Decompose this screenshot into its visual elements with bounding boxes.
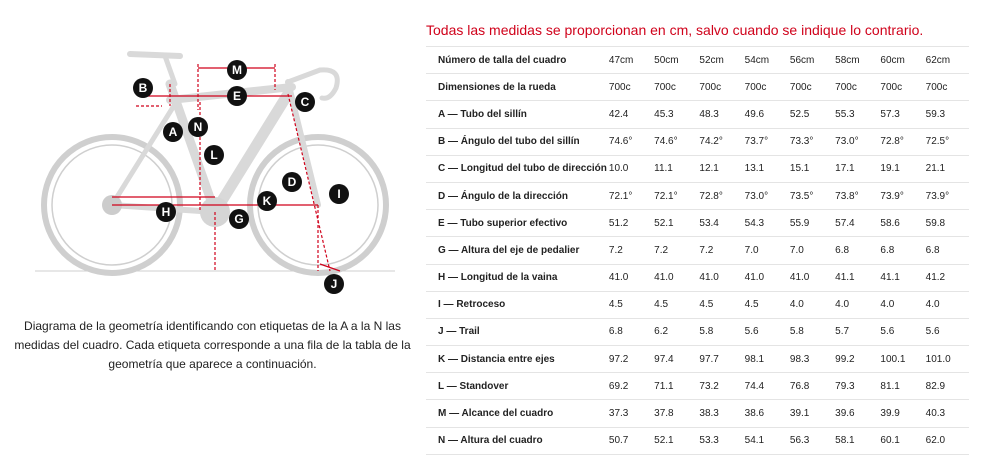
- table-row: [426, 101, 969, 128]
- table-cell: 59.3: [924, 101, 969, 128]
- size-header: 47cm: [607, 47, 652, 74]
- table-cell: 74.4: [743, 373, 788, 400]
- table-cell: 39.1: [788, 400, 833, 427]
- geometry-diagram-panel: [0, 0, 420, 474]
- table-cell: 700c: [652, 74, 697, 101]
- table-cell: 58.6: [878, 210, 923, 237]
- table-cell: 38.6: [743, 400, 788, 427]
- table-row: [426, 237, 969, 264]
- table-cell: 97.7: [697, 346, 742, 373]
- label-c-marker: [295, 92, 315, 112]
- table-row: [426, 291, 969, 318]
- table-cell: 97.2: [607, 346, 652, 373]
- size-header: 52cm: [697, 47, 742, 74]
- table-cell: 72.1°: [607, 182, 652, 209]
- bike-geometry-diagram: [30, 42, 410, 302]
- table-cell: 42.4: [607, 101, 652, 128]
- row-label: A — Tubo del sillín: [426, 101, 607, 128]
- table-cell: 13.1: [743, 155, 788, 182]
- svg-text:D: D: [287, 175, 297, 189]
- label-b-marker: [133, 78, 153, 98]
- size-header: 62cm: [924, 47, 969, 74]
- table-cell: 98.3: [788, 346, 833, 373]
- table-cell: 51.2: [607, 210, 652, 237]
- table-cell: 99.2: [833, 346, 878, 373]
- table-cell: 101.0: [924, 346, 969, 373]
- table-cell: 53.3: [697, 427, 742, 454]
- table-header-row: [426, 47, 969, 74]
- row-label: L — Standover: [426, 373, 607, 400]
- table-cell: 79.3: [833, 373, 878, 400]
- table-cell: 6.8: [924, 237, 969, 264]
- diagram-caption: Diagrama de la geometría identificando con etiquetas de la A a la N las medidas del cuadro. Cada etiqueta corresponde a una fila de la tabla de la geometría que aparece a continuación.: [14, 319, 411, 371]
- label-i-marker: [329, 184, 349, 204]
- table-cell: 41.0: [607, 264, 652, 291]
- label-g-marker: [229, 209, 249, 229]
- geometry-table-panel: [426, 0, 986, 474]
- table-cell: 700c: [924, 74, 969, 101]
- table-cell: 41.0: [743, 264, 788, 291]
- table-cell: 41.0: [697, 264, 742, 291]
- row-label: E — Tubo superior efectivo: [426, 210, 607, 237]
- table-cell: 73.5°: [788, 182, 833, 209]
- table-cell: 40.3: [924, 400, 969, 427]
- table-cell: 41.1: [878, 264, 923, 291]
- table-row: [426, 264, 969, 291]
- table-body: [426, 74, 969, 455]
- table-cell: 73.2: [697, 373, 742, 400]
- label-e-marker: [227, 86, 247, 106]
- table-cell: 73.3°: [788, 128, 833, 155]
- table-cell: 71.1: [652, 373, 697, 400]
- table-cell: 97.4: [652, 346, 697, 373]
- table-cell: 73.0°: [743, 182, 788, 209]
- table-cell: 5.7: [833, 318, 878, 345]
- row-label: G — Altura del eje de pedalier: [426, 237, 607, 264]
- table-cell: 5.6: [924, 318, 969, 345]
- row-label: H — Longitud de la vaina: [426, 264, 607, 291]
- table-cell: 72.8°: [878, 128, 923, 155]
- table-cell: 100.1: [878, 346, 923, 373]
- table-cell: 72.5°: [924, 128, 969, 155]
- table-cell: 17.1: [833, 155, 878, 182]
- table-cell: 48.3: [697, 101, 742, 128]
- table-cell: 4.0: [878, 291, 923, 318]
- svg-text:H: H: [161, 205, 171, 219]
- table-cell: 700c: [878, 74, 923, 101]
- table-cell: 62.0: [924, 427, 969, 454]
- label-l-marker: [204, 145, 224, 165]
- table-row: [426, 427, 969, 454]
- table-cell: 98.1: [743, 346, 788, 373]
- table-cell: 700c: [697, 74, 742, 101]
- table-cell: 60.1: [878, 427, 923, 454]
- table-cell: 5.6: [743, 318, 788, 345]
- table-cell: 73.9°: [924, 182, 969, 209]
- table-cell: 700c: [607, 74, 652, 101]
- label-m-marker: [227, 60, 247, 80]
- table-cell: 7.0: [743, 237, 788, 264]
- table-row: [426, 346, 969, 373]
- size-header: 60cm: [878, 47, 923, 74]
- table-row: [426, 128, 969, 155]
- table-cell: 5.6: [878, 318, 923, 345]
- table-cell: 73.9°: [878, 182, 923, 209]
- table-cell: 59.8: [924, 210, 969, 237]
- table-cell: 4.5: [743, 291, 788, 318]
- table-cell: 7.2: [697, 237, 742, 264]
- table-cell: 6.2: [652, 318, 697, 345]
- svg-text:I: I: [337, 187, 341, 201]
- svg-text:M: M: [232, 63, 242, 77]
- table-cell: 73.7°: [743, 128, 788, 155]
- table-cell: 56.3: [788, 427, 833, 454]
- label-a-marker: [163, 122, 183, 142]
- page-title: Todas las medidas se proporcionan en cm, salvo cuando se indique lo contrario.: [426, 22, 924, 38]
- svg-text:N: N: [193, 120, 203, 134]
- table-cell: 15.1: [788, 155, 833, 182]
- table-cell: 50.7: [607, 427, 652, 454]
- table-cell: 4.5: [607, 291, 652, 318]
- table-cell: 54.3: [743, 210, 788, 237]
- row-label: D — Ángulo de la dirección: [426, 182, 607, 209]
- table-cell: 4.0: [788, 291, 833, 318]
- table-cell: 19.1: [878, 155, 923, 182]
- svg-text:B: B: [138, 81, 148, 95]
- table-cell: 10.0: [607, 155, 652, 182]
- table-cell: 7.2: [652, 237, 697, 264]
- table-cell: 7.0: [788, 237, 833, 264]
- table-cell: 57.3: [878, 101, 923, 128]
- table-cell: 57.4: [833, 210, 878, 237]
- row-label: K — Distancia entre ejes: [426, 346, 607, 373]
- size-header: 58cm: [833, 47, 878, 74]
- table-cell: 37.3: [607, 400, 652, 427]
- table-cell: 74.2°: [697, 128, 742, 155]
- table-cell: 82.9: [924, 373, 969, 400]
- header-label: Número de talla del cuadro: [426, 47, 607, 74]
- svg-text:G: G: [234, 212, 244, 226]
- table-cell: 76.8: [788, 373, 833, 400]
- svg-text:K: K: [262, 194, 272, 208]
- row-label: I — Retroceso: [426, 291, 607, 318]
- table-cell: 4.0: [924, 291, 969, 318]
- table-cell: 39.9: [878, 400, 923, 427]
- table-cell: 72.1°: [652, 182, 697, 209]
- table-cell: 41.0: [788, 264, 833, 291]
- svg-text:J: J: [330, 277, 338, 291]
- label-d-marker: [282, 172, 302, 192]
- table-row: [426, 155, 969, 182]
- svg-text:E: E: [232, 89, 242, 103]
- table-cell: 81.1: [878, 373, 923, 400]
- table-cell: 4.5: [652, 291, 697, 318]
- table-cell: 53.4: [697, 210, 742, 237]
- table-cell: 41.1: [833, 264, 878, 291]
- table-cell: 4.0: [833, 291, 878, 318]
- table-cell: 6.8: [878, 237, 923, 264]
- label-k-marker: [257, 191, 277, 211]
- row-label: J — Trail: [426, 318, 607, 345]
- table-cell: 55.3: [833, 101, 878, 128]
- table-cell: 55.9: [788, 210, 833, 237]
- row-label: M — Alcance del cuadro: [426, 400, 607, 427]
- table-row: [426, 210, 969, 237]
- table-row: [426, 74, 969, 101]
- table-cell: 7.2: [607, 237, 652, 264]
- table-cell: 58.1: [833, 427, 878, 454]
- table-cell: 4.5: [697, 291, 742, 318]
- table-cell: 5.8: [697, 318, 742, 345]
- table-row: [426, 400, 969, 427]
- svg-text:L: L: [210, 148, 218, 162]
- table-cell: 73.0°: [833, 128, 878, 155]
- table-cell: 72.8°: [697, 182, 742, 209]
- row-label: B — Ángulo del tubo del sillín: [426, 128, 607, 155]
- row-label: C — Longitud del tubo de dirección: [426, 155, 607, 182]
- table-cell: 38.3: [697, 400, 742, 427]
- table-cell: 69.2: [607, 373, 652, 400]
- table-cell: 52.1: [652, 427, 697, 454]
- row-label: Dimensiones de la rueda: [426, 74, 607, 101]
- table-cell: 41.2: [924, 264, 969, 291]
- svg-text:A: A: [168, 125, 178, 139]
- table-cell: 700c: [743, 74, 788, 101]
- table-cell: 52.1: [652, 210, 697, 237]
- size-header: 50cm: [652, 47, 697, 74]
- table-cell: 74.6°: [652, 128, 697, 155]
- geometry-table: [426, 46, 969, 455]
- table-cell: 73.8°: [833, 182, 878, 209]
- size-header: 56cm: [788, 47, 833, 74]
- table-cell: 12.1: [697, 155, 742, 182]
- table-cell: 11.1: [652, 155, 697, 182]
- table-row: [426, 182, 969, 209]
- table-cell: 700c: [788, 74, 833, 101]
- size-header: 54cm: [743, 47, 788, 74]
- table-cell: 74.6°: [607, 128, 652, 155]
- table-cell: 54.1: [743, 427, 788, 454]
- table-row: [426, 373, 969, 400]
- table-cell: 5.8: [788, 318, 833, 345]
- table-cell: 45.3: [652, 101, 697, 128]
- table-cell: 39.6: [833, 400, 878, 427]
- label-h-marker: [156, 202, 176, 222]
- svg-text:C: C: [300, 95, 310, 109]
- table-cell: 700c: [833, 74, 878, 101]
- row-label: N — Altura del cuadro: [426, 427, 607, 454]
- table-row: [426, 318, 969, 345]
- table-cell: 21.1: [924, 155, 969, 182]
- table-cell: 37.8: [652, 400, 697, 427]
- table-cell: 49.6: [743, 101, 788, 128]
- label-j-marker: [324, 274, 344, 294]
- table-cell: 6.8: [833, 237, 878, 264]
- table-cell: 6.8: [607, 318, 652, 345]
- table-cell: 52.5: [788, 101, 833, 128]
- label-n-marker: [188, 117, 208, 137]
- table-cell: 41.0: [652, 264, 697, 291]
